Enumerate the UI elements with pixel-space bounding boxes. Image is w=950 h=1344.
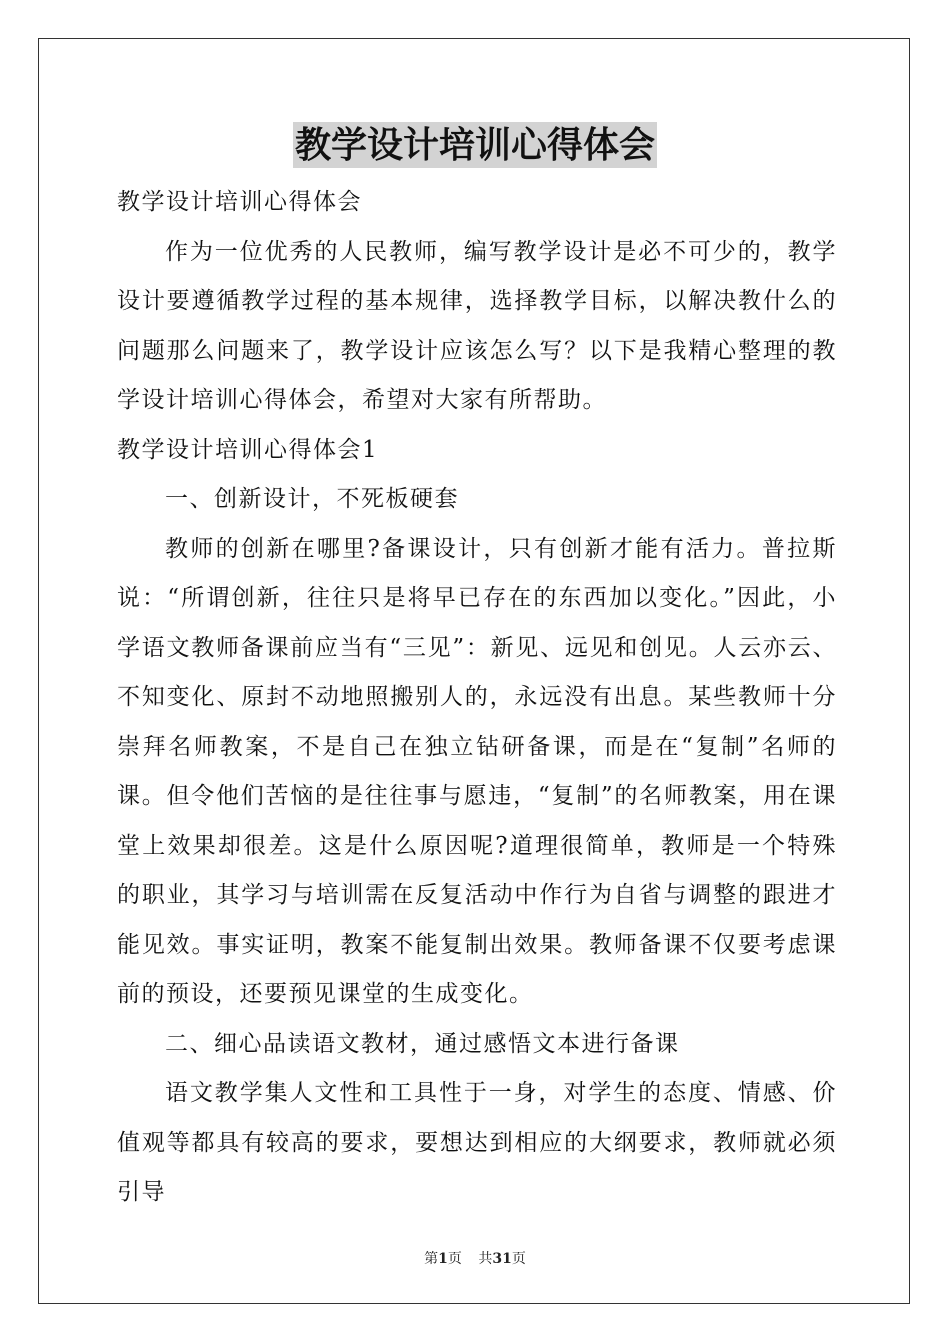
paragraph-body-1: 教师的创新在哪里?备课设计，只有创新才能有活力。普拉斯说：“所谓创新，往往只是将早已存在的东西加以变化。”因此，小学语文教师备课前应当有“三见”：新见、远见和创见。人云亦云、不知变化、原封不动地照搬别人的，永远没有出息。某些教师十分崇拜名师教案，不是自己在独立钻研备课，而是在“复制”名师的课。但令他们苦恼的是往往事与愿违，“复制”的名师教案，用在课堂上效果却很差。这是什么原因呢?道理很简单，教师是一个特殊的职业，其学习与培训需在反复活动中作行为自省与调整的跟进才能见效。事实证明，教案不能复制出效果。教师备课不仅要考虑课前的预设，还要预见课堂的生成变化。 — [117, 535, 837, 1007]
document-title: 教学设计培训心得体会 — [294, 124, 655, 166]
page-suffix: 页 — [447, 1251, 462, 1267]
subheading-1: 一、创新设计，不死板硬套 — [165, 486, 459, 512]
paragraph-intro: 作为一位优秀的人民教师，编写教学设计是必不可少的，教学设计要遵循教学过程的基本规律，选择教学目标，以解决教什么的问题那么问题来了，教学设计应该怎么写？以下是我精心整理的教学设计培训心得体会，希望对大家有所帮助。 — [117, 238, 837, 413]
total-suffix: 页 — [511, 1251, 526, 1267]
section-heading-1: 教学设计培训心得体会1 — [117, 436, 379, 463]
title-container — [0, 122, 950, 168]
total-prefix: 共 — [478, 1251, 493, 1267]
page-indicator — [424, 1251, 462, 1267]
subheading-2: 二、细心品读语文教材，通过感悟文本进行备课 — [165, 1030, 680, 1057]
paragraph-body-2: 语文教学集人文性和工具性于一身，对学生的态度、情感、价值观等都具有较高的要求，要想达到相应的大纲要求，教师就必须引导 — [117, 1080, 837, 1205]
document-body — [117, 178, 837, 1218]
page-footer — [0, 1248, 950, 1268]
page-prefix: 第 — [424, 1251, 439, 1267]
page-number: 1 — [438, 1251, 448, 1267]
total-pages: 31 — [492, 1251, 512, 1267]
paragraph-subtitle: 教学设计培训心得体会 — [117, 189, 362, 215]
total-indicator — [478, 1251, 525, 1267]
